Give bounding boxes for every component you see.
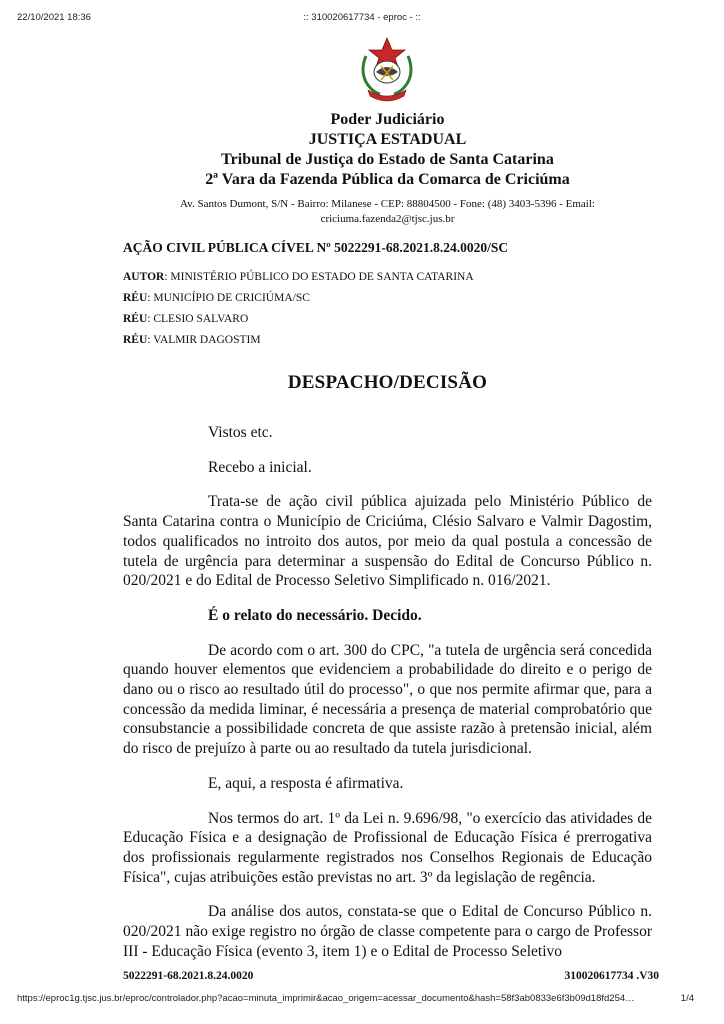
party-row: [123, 288, 474, 309]
paragraph: Recebo a inicial.: [208, 458, 312, 476]
state-coat-of-arms-icon: [356, 36, 418, 104]
party-role: RÉU: [123, 334, 148, 346]
print-header: [0, 12, 724, 26]
address-line-2: criciuma.fazenda2@tjsc.jus.br: [320, 213, 455, 225]
party-row: [123, 330, 474, 351]
party-row: [123, 309, 474, 330]
party-name: : VALMIR DAGOSTIM: [147, 334, 261, 346]
paragraph: De acordo com o art. 300 do CPC, "a tutela de urgência será concedida quando houver elementos que evidenciem a probabilidade do direito e o perigo de dano ou o risco ao resultado útil do processo", o que nos permite afirmar que, para a concessão da medida liminar, é necessária a presença de material comprobatório que consubstancie a possibilidade concreta de que assiste razão à pretensão inicial, além do risco de prejuízo à parte ou ao resultado da tutela jurisdicional.: [123, 641, 652, 758]
paragraph: Trata-se de ação civil pública ajuizada pelo Ministério Público de Santa Catarina contra o Município de Criciúma, Clésio Salvaro e Valmir Dagostim, todos qualificados no introito dos autos, por meio da qual postula a concessão de tutela de urgência para determinar a suspensão do Edital de Concurso Público n. 020/2021 e do Edital de Processo Seletivo Simplificado n. 016/2021.: [123, 493, 652, 590]
party-name: : MUNICÍPIO DE CRICIÚMA/SC: [147, 292, 310, 304]
footer-document-code: 310020617734 .V30: [564, 970, 659, 982]
court-line-tribunal: Tribunal de Justiça do Estado de Santa Catarina: [221, 151, 554, 168]
party-role: RÉU: [123, 313, 148, 325]
parties-list: [123, 267, 474, 351]
paragraph: E, aqui, a resposta é afirmativa.: [208, 774, 404, 792]
page-number: 1/4: [680, 993, 694, 1004]
paragraph: Nos termos do art. 1º da Lei n. 9.696/98, "o exercício das atividades de Educação Física e a designação de Profissional de Educação Física é prerrogativa dos profissionais regularmente registrados nos Conselhos Regionais de Educação Física", cujas atribuições estão previstas no art. 3º da legislação de regência.: [123, 809, 652, 886]
print-url: https://eproc1g.tjsc.jus.br/eproc/controlador.php?acao=minuta_imprimir&acao_origem=acessar_documento&hash=58f3ab0833e6f3b09d18fd254…: [17, 993, 635, 1004]
party-row: [123, 267, 474, 288]
print-date: 22/10/2021 18:36: [17, 12, 91, 23]
party-role: AUTOR: [123, 271, 165, 283]
paragraph: Vistos etc.: [208, 424, 273, 441]
party-role: RÉU: [123, 292, 148, 304]
address-line-1: Av. Santos Dumont, S/N - Bairro: Milanese - CEP: 88804500 - Fone: (48) 3403-5396 - Email:: [180, 198, 595, 210]
decision-body: [123, 423, 652, 976]
party-name: : MINISTÉRIO PÚBLICO DO ESTADO DE SANTA CATARINA: [164, 271, 474, 283]
document-footer: [123, 970, 659, 982]
court-line-vara: 2ª Vara da Fazenda Pública da Comarca de Criciúma: [205, 171, 570, 188]
court-line-justice: JUSTIÇA ESTADUAL: [308, 131, 467, 148]
footer-process-number: 5022291-68.2021.8.24.0020: [123, 970, 254, 982]
party-name: : CLESIO SALVARO: [147, 313, 249, 325]
print-title: :: 310020617734 - eproc - ::: [303, 12, 421, 23]
court-heading: [120, 110, 655, 190]
court-line-judiciary: Poder Judiciário: [330, 111, 445, 128]
print-footer: [0, 993, 724, 1007]
court-address: [150, 197, 625, 227]
paragraph-bold: É o relato do necessário. Decido.: [208, 606, 422, 624]
paragraph: Da análise dos autos, constata-se que o Edital de Concurso Público n. 020/2021 não exige registro no órgão de classe competente para o cargo de Professor III - Educação Física (evento 3, item 1) e o Edital de Processo Seletivo: [123, 903, 652, 960]
process-title: AÇÃO CIVIL PÚBLICA CÍVEL Nº 5022291-68.2021.8.24.0020/SC: [123, 240, 509, 255]
document-title: DESPACHO/DECISÃO: [287, 372, 488, 393]
